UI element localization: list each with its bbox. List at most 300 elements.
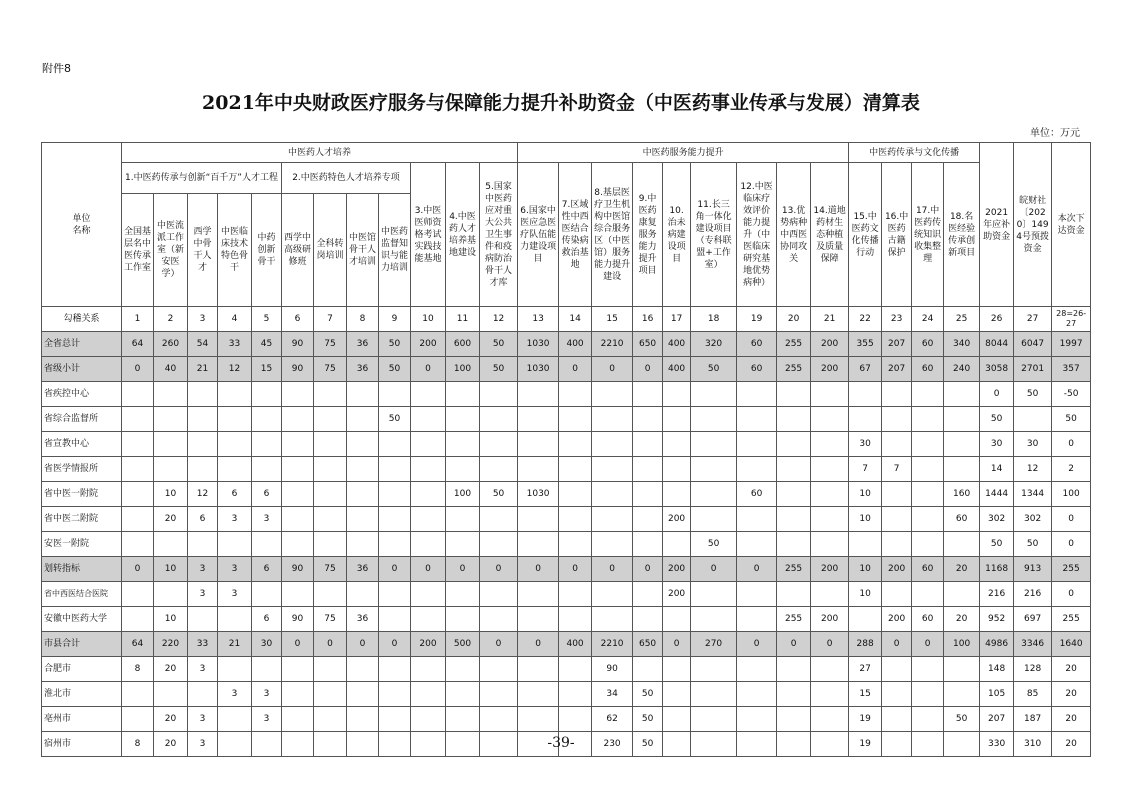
table-cell (518, 582, 559, 607)
table-cell: 8044 (980, 332, 1014, 357)
col-18-header: 18.名医经验传承创新项目 (944, 163, 980, 307)
table-cell (777, 407, 811, 432)
table-cell: 355 (849, 332, 882, 357)
table-cell (480, 532, 518, 557)
table-cell (282, 457, 314, 482)
table-cell: 10 (849, 582, 882, 607)
table-cell: 0 (633, 557, 663, 582)
table-cell (559, 682, 592, 707)
table-cell: 8 (122, 657, 154, 682)
table-cell: 50 (944, 707, 980, 732)
table-cell (518, 507, 559, 532)
table-cell: 75 (314, 357, 347, 382)
table-cell (252, 432, 282, 457)
table-cell (154, 382, 188, 407)
table-cell (559, 582, 592, 607)
table-cell: 19 (849, 732, 882, 757)
table-cell: 14 (980, 457, 1014, 482)
table-cell: 600 (446, 332, 480, 357)
table-cell: 200 (882, 557, 912, 582)
table-cell (446, 657, 480, 682)
table-cell (218, 457, 252, 482)
table-cell: 40 (154, 357, 188, 382)
table-cell: 10 (849, 557, 882, 582)
sub-col-2-header: 中医流派工作室（新安医学） (154, 194, 188, 307)
table-cell (218, 607, 252, 632)
table-cell (592, 607, 633, 632)
table-cell: 100 (1052, 482, 1091, 507)
table-cell: 3346 (1014, 632, 1052, 657)
table-cell (777, 382, 811, 407)
table-cell (379, 532, 411, 557)
table-cell (691, 607, 737, 632)
table-cell (663, 707, 691, 732)
table-cell: 50 (691, 357, 737, 382)
table-cell (480, 707, 518, 732)
table-cell (218, 707, 252, 732)
table-cell (480, 432, 518, 457)
table-cell: 0 (379, 557, 411, 582)
table-cell (347, 382, 379, 407)
table-cell (737, 382, 777, 407)
table-cell (912, 532, 944, 557)
col-6-header: 6.国家中医应急医疗队伍能力建设项目 (518, 163, 559, 307)
table-cell (282, 407, 314, 432)
sub-col-4-header: 中医临床技术特色骨干 (218, 194, 252, 307)
col-15-header: 15.中医药文化传播行动 (849, 163, 882, 307)
table-row (42, 707, 1091, 732)
table-cell (849, 532, 882, 557)
table-cell: 19 (849, 707, 882, 732)
table-cell (811, 382, 849, 407)
table-cell (691, 407, 737, 432)
table-cell (737, 507, 777, 532)
table-cell (944, 657, 980, 682)
table-cell (282, 582, 314, 607)
relation-cell: 20 (777, 307, 811, 332)
table-cell: 50 (980, 407, 1014, 432)
table-cell: 187 (1014, 707, 1052, 732)
table-cell: 90 (282, 332, 314, 357)
table-cell: 160 (944, 482, 980, 507)
table-cell: 0 (691, 557, 737, 582)
relation-cell: 8 (347, 307, 379, 332)
group-talent-header: 中医药人才培养 (122, 143, 518, 163)
row-unit-name: 宿州市 (42, 732, 122, 757)
relation-cell: 18 (691, 307, 737, 332)
table-cell: 207 (882, 357, 912, 382)
relation-cell: 24 (912, 307, 944, 332)
table-cell: 10 (849, 507, 882, 532)
table-cell: 0 (592, 557, 633, 582)
table-cell: 3 (188, 557, 218, 582)
table-row (42, 557, 1091, 582)
table-cell (122, 707, 154, 732)
relation-cell: 12 (480, 307, 518, 332)
table-cell: 0 (314, 632, 347, 657)
table-cell (944, 532, 980, 557)
table-cell: 2701 (1014, 357, 1052, 382)
table-cell: 0 (480, 557, 518, 582)
table-row (42, 507, 1091, 532)
table-cell (188, 532, 218, 557)
table-cell (218, 657, 252, 682)
table-cell (944, 682, 980, 707)
table-cell (379, 507, 411, 532)
table-cell (347, 507, 379, 532)
row-unit-name: 亳州市 (42, 707, 122, 732)
table-cell (446, 582, 480, 607)
table-cell (379, 457, 411, 482)
table-cell (777, 707, 811, 732)
table-cell (282, 682, 314, 707)
table-cell (347, 532, 379, 557)
table-cell (446, 682, 480, 707)
table-cell (691, 707, 737, 732)
row-unit-name: 省中医二附院 (42, 507, 122, 532)
table-cell: 50 (633, 707, 663, 732)
table-cell: 75 (314, 607, 347, 632)
sub-col-8-header: 中医馆骨干人才培训 (347, 194, 379, 307)
table-cell (154, 457, 188, 482)
table-cell: 3 (218, 582, 252, 607)
relation-cell: 6 (282, 307, 314, 332)
table-cell (411, 582, 446, 607)
table-cell: 200 (663, 582, 691, 607)
table-cell: 8 (122, 732, 154, 757)
table-cell: 21 (218, 632, 252, 657)
table-cell: 3 (218, 557, 252, 582)
table-cell: 60 (912, 607, 944, 632)
row-unit-name: 安徽中医药大学 (42, 607, 122, 632)
table-cell (411, 432, 446, 457)
relation-cell: 4 (218, 307, 252, 332)
table-cell: 20 (944, 607, 980, 632)
table-cell (691, 682, 737, 707)
table-cell: 0 (282, 632, 314, 657)
table-cell: 200 (811, 332, 849, 357)
table-cell (480, 607, 518, 632)
page-title: 2021年中央财政医疗服务与保障能力提升补助资金（中医药事业传承与发展）清算表 (202, 92, 920, 114)
col-14-header: 14.道地药材生态种植及质量保障 (811, 163, 849, 307)
table-cell: 6 (252, 607, 282, 632)
relation-cell: 15 (592, 307, 633, 332)
table-cell: 200 (411, 632, 446, 657)
table-cell: 0 (518, 632, 559, 657)
table-cell: 30 (1014, 432, 1052, 457)
table-cell: 3 (218, 507, 252, 532)
table-cell: 255 (777, 557, 811, 582)
table-cell (411, 707, 446, 732)
sub-col-1-header: 全国基层名中医传承工作室 (122, 194, 154, 307)
table-cell (691, 482, 737, 507)
table-cell: 30 (980, 432, 1014, 457)
table-cell (188, 432, 218, 457)
table-cell (314, 432, 347, 457)
table-cell: 913 (1014, 557, 1052, 582)
row-unit-name: 全省总计 (42, 332, 122, 357)
relation-cell: 7 (314, 307, 347, 332)
table-cell (559, 657, 592, 682)
relation-cell: 17 (663, 307, 691, 332)
table-cell (912, 582, 944, 607)
table-cell: 20 (1052, 682, 1091, 707)
table-cell (122, 582, 154, 607)
table-cell (633, 432, 663, 457)
table-cell (912, 707, 944, 732)
table-cell: 0 (518, 557, 559, 582)
table-cell (592, 382, 633, 407)
table-cell (737, 657, 777, 682)
relation-cell: 16 (633, 307, 663, 332)
table-cell (446, 432, 480, 457)
table-cell (518, 432, 559, 457)
table-cell: 20 (944, 557, 980, 582)
table-cell (188, 407, 218, 432)
table-row (42, 382, 1091, 407)
table-cell (737, 532, 777, 557)
table-cell (882, 532, 912, 557)
table-cell (633, 507, 663, 532)
col-9-header: 9.中医药康复服务能力提升项目 (633, 163, 663, 307)
row-unit-name: 市县合计 (42, 632, 122, 657)
table-cell (518, 607, 559, 632)
table-cell (592, 532, 633, 557)
table-cell (347, 482, 379, 507)
table-cell (777, 532, 811, 557)
table-cell (411, 657, 446, 682)
table-cell: 0 (811, 632, 849, 657)
table-cell (559, 382, 592, 407)
table-cell (691, 432, 737, 457)
table-cell: 54 (188, 332, 218, 357)
unit-label: 单位：万元 (1030, 128, 1080, 139)
table-cell (347, 582, 379, 607)
relation-cell: 14 (559, 307, 592, 332)
table-cell (811, 482, 849, 507)
table-cell (122, 407, 154, 432)
table-cell (882, 407, 912, 432)
table-cell: 650 (633, 332, 663, 357)
table-cell (154, 407, 188, 432)
group-service-header: 中医药服务能力提升 (518, 143, 849, 163)
table-cell (282, 707, 314, 732)
table-cell: 0 (737, 557, 777, 582)
table-cell: 6 (188, 507, 218, 532)
table-cell: 2210 (592, 332, 633, 357)
table-cell: 50 (480, 357, 518, 382)
table-cell: 105 (980, 682, 1014, 707)
sub-col-5-header: 中药创新骨干 (252, 194, 282, 307)
table-cell: 10 (849, 482, 882, 507)
table-cell (218, 382, 252, 407)
table-cell (188, 682, 218, 707)
table-cell: 100 (944, 632, 980, 657)
relation-cell: 9 (379, 307, 411, 332)
table-cell (592, 482, 633, 507)
table-cell (282, 382, 314, 407)
table-cell (882, 482, 912, 507)
table-cell (218, 407, 252, 432)
table-cell: 320 (691, 332, 737, 357)
sub-header-2: 2.中医药特色人才培养专项 (282, 163, 411, 194)
table-cell (944, 382, 980, 407)
table-cell: 50 (379, 332, 411, 357)
table-cell: 200 (663, 557, 691, 582)
table-cell: 255 (777, 607, 811, 632)
table-cell (691, 507, 737, 532)
table-cell: 30 (849, 432, 882, 457)
table-cell (379, 607, 411, 632)
table-cell (379, 482, 411, 507)
table-cell: 952 (980, 607, 1014, 632)
table-cell (314, 532, 347, 557)
table-cell: 3 (188, 732, 218, 757)
table-cell: 12 (1014, 457, 1052, 482)
table-cell (882, 507, 912, 532)
table-cell: 50 (379, 407, 411, 432)
relation-label: 勾稽关系 (42, 307, 122, 332)
table-cell: 45 (252, 332, 282, 357)
table-cell: 50 (1014, 532, 1052, 557)
table-cell (811, 707, 849, 732)
table-cell (737, 607, 777, 632)
table-cell (592, 432, 633, 457)
table-cell (663, 532, 691, 557)
row-unit-name: 淮北市 (42, 682, 122, 707)
col-13-header: 13.优势病种中西医协同攻关 (777, 163, 811, 307)
table-cell (663, 432, 691, 457)
table-row (42, 457, 1091, 482)
table-cell: 220 (154, 632, 188, 657)
col-27-header: 皖财社〔2020〕1494号预拨资金 (1014, 143, 1052, 307)
table-cell: 310 (1014, 732, 1052, 757)
col-16-header: 16.中医药古籍保护 (882, 163, 912, 307)
table-cell (252, 407, 282, 432)
table-cell (446, 532, 480, 557)
table-cell (737, 682, 777, 707)
table-cell: 3 (188, 582, 218, 607)
table-cell: 0 (633, 357, 663, 382)
table-cell: 34 (592, 682, 633, 707)
table-cell (811, 532, 849, 557)
table-cell: 36 (347, 607, 379, 632)
table-cell (480, 682, 518, 707)
table-cell (518, 707, 559, 732)
table-cell: 60 (912, 332, 944, 357)
table-cell: 1030 (518, 332, 559, 357)
table-cell (122, 532, 154, 557)
table-cell: 697 (1014, 607, 1052, 632)
table-cell: 6047 (1014, 332, 1052, 357)
table-cell: 255 (777, 357, 811, 382)
table-cell (882, 582, 912, 607)
table-cell: 6 (252, 482, 282, 507)
table-cell (592, 507, 633, 532)
table-row (42, 432, 1091, 457)
table-cell (691, 457, 737, 482)
table-cell: 255 (777, 332, 811, 357)
table-cell: 2 (1052, 457, 1091, 482)
relation-cell: 2 (154, 307, 188, 332)
table-cell: 255 (1052, 607, 1091, 632)
table-cell (314, 507, 347, 532)
table-cell (252, 532, 282, 557)
sub-col-3-header: 西学中骨干人才 (188, 194, 218, 307)
table-row (42, 582, 1091, 607)
table-cell (518, 407, 559, 432)
table-cell: 3 (188, 707, 218, 732)
row-unit-name: 安医一附院 (42, 532, 122, 557)
table-cell (480, 582, 518, 607)
table-cell (411, 682, 446, 707)
table-cell: 3 (252, 507, 282, 532)
table-cell (252, 657, 282, 682)
table-cell (663, 407, 691, 432)
col-28-header: 本次下达资金 (1052, 143, 1091, 307)
table-cell: 20 (1052, 657, 1091, 682)
table-cell: 0 (411, 557, 446, 582)
table-cell: 340 (944, 332, 980, 357)
table-cell: 60 (737, 332, 777, 357)
table-cell (347, 432, 379, 457)
table-cell (912, 432, 944, 457)
table-cell (559, 457, 592, 482)
table-cell (777, 432, 811, 457)
table-cell (849, 607, 882, 632)
table-cell (777, 482, 811, 507)
table-cell: 75 (314, 332, 347, 357)
relation-cell: 19 (737, 307, 777, 332)
table-cell (737, 582, 777, 607)
table-cell (737, 407, 777, 432)
table-cell: 36 (347, 557, 379, 582)
table-cell: 240 (944, 357, 980, 382)
table-cell: 216 (1014, 582, 1052, 607)
table-cell (663, 382, 691, 407)
sub-header-1: 1.中医药传承与创新“百千万”人才工程 (122, 163, 282, 194)
table-row (42, 407, 1091, 432)
table-cell (592, 407, 633, 432)
table-cell: 75 (314, 557, 347, 582)
table-cell: 90 (282, 607, 314, 632)
table-cell (777, 507, 811, 532)
table-cell: 1030 (518, 482, 559, 507)
table-cell (252, 582, 282, 607)
table-cell: 15 (252, 357, 282, 382)
table-cell (188, 607, 218, 632)
table-cell: 0 (122, 557, 154, 582)
table-cell (633, 457, 663, 482)
table-cell (379, 682, 411, 707)
table-cell (282, 532, 314, 557)
table-cell (811, 682, 849, 707)
table-cell: 20 (1052, 707, 1091, 732)
table-cell (252, 457, 282, 482)
table-cell (518, 682, 559, 707)
table-cell (282, 432, 314, 457)
table-cell: 6 (218, 482, 252, 507)
table-cell (314, 682, 347, 707)
table-cell (737, 457, 777, 482)
table-cell (944, 407, 980, 432)
table-cell (663, 482, 691, 507)
table-cell: 1640 (1052, 632, 1091, 657)
table-row (42, 682, 1091, 707)
table-cell: 255 (1052, 557, 1091, 582)
table-cell: 15 (849, 682, 882, 707)
table-cell: 0 (559, 557, 592, 582)
